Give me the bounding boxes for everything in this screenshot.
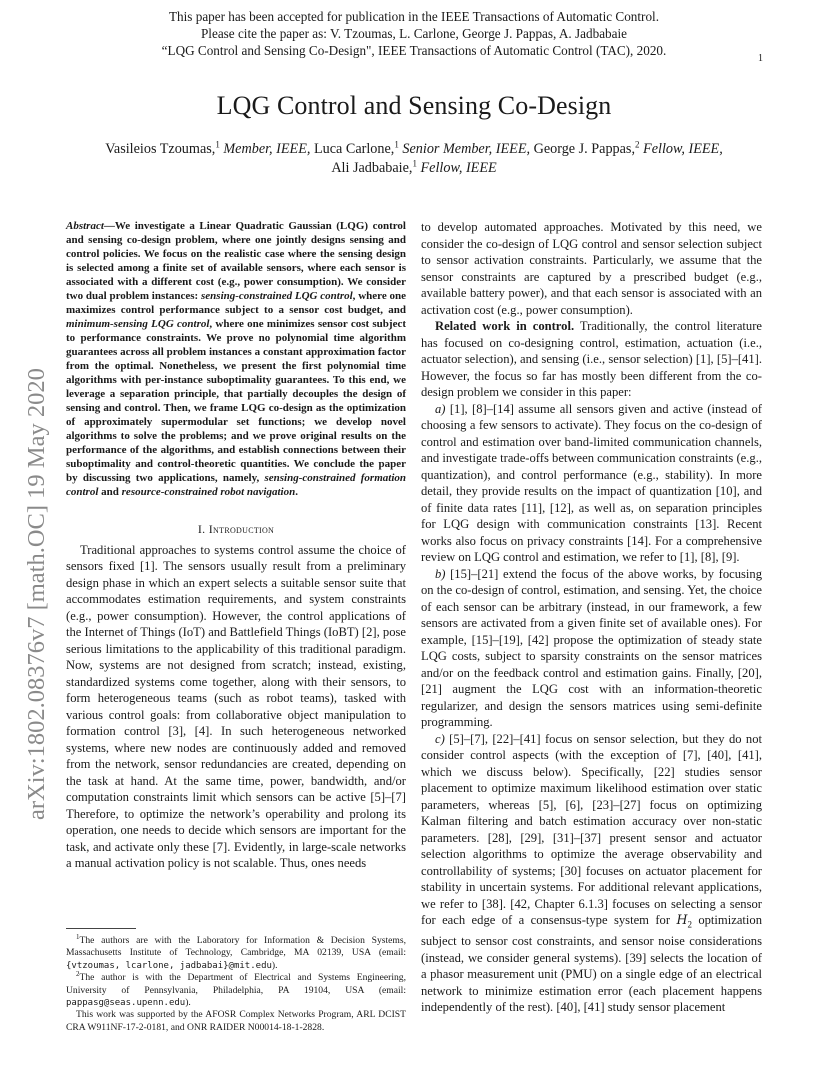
author-name: Vasileios Tzoumas, — [105, 141, 216, 157]
paper-title: LQG Control and Sensing Co-Design — [216, 91, 612, 120]
abstract-label: Abstract — [66, 220, 104, 232]
intro-paragraph: Traditional approaches to systems control assume the choice of sensors fixed [1]. The sensors usually result from a preliminary design phase in which an expert selects a suitable sensor suite that accommodates estimation requirements, and system constraints (e.g., power consumption). However, the control applications of the Internet of Things (IoT) and Battlefield Things (IoBT) [2], pose serious limitations to the applicability of this traditional paradigm. Now, systems are not designed from scratch; instead, existing, standardized systems come together, along with their sensors, to form heterogeneous teams (such as robot teams), tasked with various control goals: from collaborative object manipulation to formation control [3], [4]. In such heterogeneous networked systems, where new nodes are continuously added and removed from the network, sensor redundancies are created, depending on the task at hand. At the same time, power, bandwidth, and/or computation constraints limit which sensors can be active [5]–[7] Therefore, to optimize the network’s operability and prolong its operation, one needs to decide which sensors are important for the task, and activate only these [7]. Evidently, in large-scale networks a manual activation policy is not scalable. Thus, ones needs — [66, 542, 406, 870]
affiliation-mark: 2 — [635, 139, 640, 150]
footnotes — [66, 932, 406, 1034]
left-column — [66, 219, 406, 872]
paragraph-text: [5]–[7], [22]–[41] focus on sensor selection, but they do not consider control aspects (with the exception of [7], [40], [41], which we discuss below). Specifically, [22] studies sensor placement to optimize maximum likelihood estimation over static parameters, whereas [5], [6], [23]–[27] focus on optimizing Kalman filtering and batch estimation accuracy over non-static parameters. [28], [29], [31]–[37] present sensor and actuator selection algorithms to optimize the average observability and controllability of systems; [30] focuses on actuator placement for stability in uncertain systems. For additional relevant applications, we refer to [38]. [42, Chapter 6.1.3] focuses on selecting a sensor for each edge of a consensus-type system for — [421, 731, 762, 927]
footnote-text: ). — [185, 997, 191, 1009]
paragraph-heading: Related work in control. — [435, 319, 575, 333]
item-a-paragraph — [421, 401, 762, 566]
abstract-emphasis: resource-constrained robot navigation — [121, 486, 296, 498]
footnote-2 — [66, 972, 406, 1009]
notice-line-2: Please cite the paper as: V. Tzoumas, L. Carlone, George J. Pappas, A. Jadbabaie — [200, 26, 628, 41]
footnote-rule — [66, 928, 136, 929]
author-role: Fellow, IEEE, — [643, 141, 723, 157]
publication-notice — [0, 8, 828, 59]
footnote-text: The authors are with the Laboratory for Information & Decision Systems, Massachusetts Institute of Technology, Cambridge, MA 02139, USA (email: — [66, 935, 406, 959]
math-symbol: H — [676, 912, 688, 927]
section-number: I. — [197, 522, 209, 536]
paragraph-text: [1], [8]–[14] assume all sensors given and active (instead of choosing a few sensors to activate). They focus on the co-design of control and estimation over band-limited communication channels, and investigate trade-offs between communication constraints (e.g., quantization), and control performance (e.g., stability). In more detail, they provide results on the impact of quantization [10], and of finite data rates [11], [12], as well as, on separation principles for LQG design with communication constraints [13]. Recent works also focus on privacy constraints [14]. For a comprehensive review on LQG control and estimation, we refer to [1], [8], [9]. — [421, 401, 762, 564]
abstract-emphasis: sensing-constrained formation control — [66, 472, 406, 498]
affiliation-mark: 1 — [394, 139, 399, 150]
affiliation-mark: 1 — [412, 158, 417, 169]
item-label: c) — [435, 731, 445, 746]
item-b-paragraph — [421, 566, 762, 731]
author-role: Senior Member, IEEE, — [402, 141, 531, 157]
author-name: Ali Jadbabaie, — [331, 160, 413, 176]
author-role: Fellow, IEEE — [420, 160, 497, 176]
footnote-1 — [66, 932, 406, 972]
page-number: 1 — [758, 53, 763, 64]
notice-line-3: “LQG Control and Sensing Co-Design", IEEE Transactions of Automatic Control (TAC), 2020. — [161, 43, 667, 58]
abstract-emphasis: minimum-sensing LQG control — [66, 318, 210, 330]
footnote-mark: 2 — [76, 970, 80, 979]
footnote-text: The author is with the Department of Electrical and Systems Engineering, University of Pennsylvania, Philadelphia, PA 19104, USA (email: — [66, 972, 406, 996]
author-name: George J. Pappas, — [533, 141, 635, 157]
paragraph-text: [15]–[21] extend the focus of the above works, by focusing on the co-design of control, estimation, and sensing. Yet, the choice of each sensor can be arbitrary (instead, in our framework, a few sensors are activated from a given finite set of available ones). For example, [15]–[19], [42] propose the optimization of steady state LQG costs, subject to sparsity constraints on the sensor matrices and/or on the feedback control and estimation gains. Finally, [20], [21] augment the LQG cost with an information-theoretic regularizer, and design the sensors matrices using semi-definite programming. — [421, 566, 762, 729]
item-c-paragraph — [421, 731, 762, 1016]
item-label: a) — [435, 401, 446, 416]
abstract — [66, 219, 406, 499]
paragraph-text: Traditionally, the control literature has focused on co-designing control, estimation, actuation (i.e., actuator selection), and sensing (i.e., sensor selection) [1], [5]–[41]. However, the focus so far has mostly been different from the co-design problem we consider in this paper: — [421, 319, 762, 399]
abstract-text: . — [295, 486, 298, 498]
footnote-email: {vtzoumas, lcarlone, jadbabai}@mit.edu — [66, 960, 272, 971]
math-subscript: 2 — [687, 919, 692, 930]
item-label: b) — [435, 566, 446, 581]
abstract-text: and — [98, 486, 122, 498]
author-list — [60, 140, 768, 178]
right-column — [421, 219, 762, 1016]
affiliation-mark: 1 — [215, 139, 220, 150]
paragraph-text: optimization subject to sensor cost constraints, and sensor noise considerations (instead, we consider general systems). [39] selects the location of a phasor measurement unit (PMU) on a single edge of an electrical network to minimize estimation error (each placement happens independently of the rest). [40], [41] study sensor placement — [421, 913, 762, 1015]
footnote-text: ). — [271, 959, 278, 971]
author-name: Luca Carlone, — [313, 141, 395, 157]
continued-paragraph: to develop automated approaches. Motivated by this need, we consider the co-design of LQG control and sensor selection subject to sensor activation constraints. Particularly, we assume that the sensor constraints are captured by a prescribed budget (e.g., available battery power), and that each sensor is associated with an activation cost (e.g., power consumption). — [421, 220, 762, 317]
arxiv-identifier: arXiv:1802.08376v7 [math.OC] 19 May 2020 — [23, 368, 50, 820]
footnote-mark: 1 — [76, 932, 80, 941]
section-heading — [66, 521, 406, 538]
abstract-emphasis: sensing-constrained LQG control — [201, 290, 353, 302]
abstract-text: —We investigate a Linear Quadratic Gaussian (LQG) control and sensing co-design problem, where one jointly designs sensing and control policies. We focus on the realistic case where the sensing design is selected among a finite set of available sensors, where each sensor is associated with a different cost (e.g., power consumption). We consider two dual problem instances: — [66, 220, 406, 302]
author-role: Member, IEEE, — [223, 141, 311, 157]
footnote-3: This work was supported by the AFOSR Complex Networks Program, ARL DCIST CRA W911NF-17-2-0181, and ONR RAIDER N00014-18-1-2828. — [66, 1009, 406, 1033]
related-work-paragraph — [421, 318, 762, 401]
abstract-text: , where one minimizes sensor cost subject to performance constraints. We prove no polynomial time algorithm guarantees across all problem instances a constant approximation factor from the optimal. Nonetheless, we present the first polynomial time algorithms with per-instance suboptimality guarantees. To this end, we leverage a separation principle, that partially decouples the design of sensing and control. Then, we frame LQG co-design as the optimization of approximately supermodular set functions; we develop novel algorithms to solve the problems; and we prove original results on the performance of the algorithms, and establish connections between their suboptimality and control-theoretic quantities. We conclude the paper by discussing two applications, namely, — [66, 318, 406, 484]
section-title: Introduction — [208, 522, 275, 536]
arxiv-stamp — [23, 260, 53, 820]
footnote-email: pappasg@seas.upenn.edu — [66, 998, 186, 1009]
notice-line-1: This paper has been accepted for publication in the IEEE Transactions of Automatic Control. — [168, 9, 659, 24]
abstract-text: , where one maximizes control performance subject to a sensor cost budget, and — [66, 290, 407, 316]
